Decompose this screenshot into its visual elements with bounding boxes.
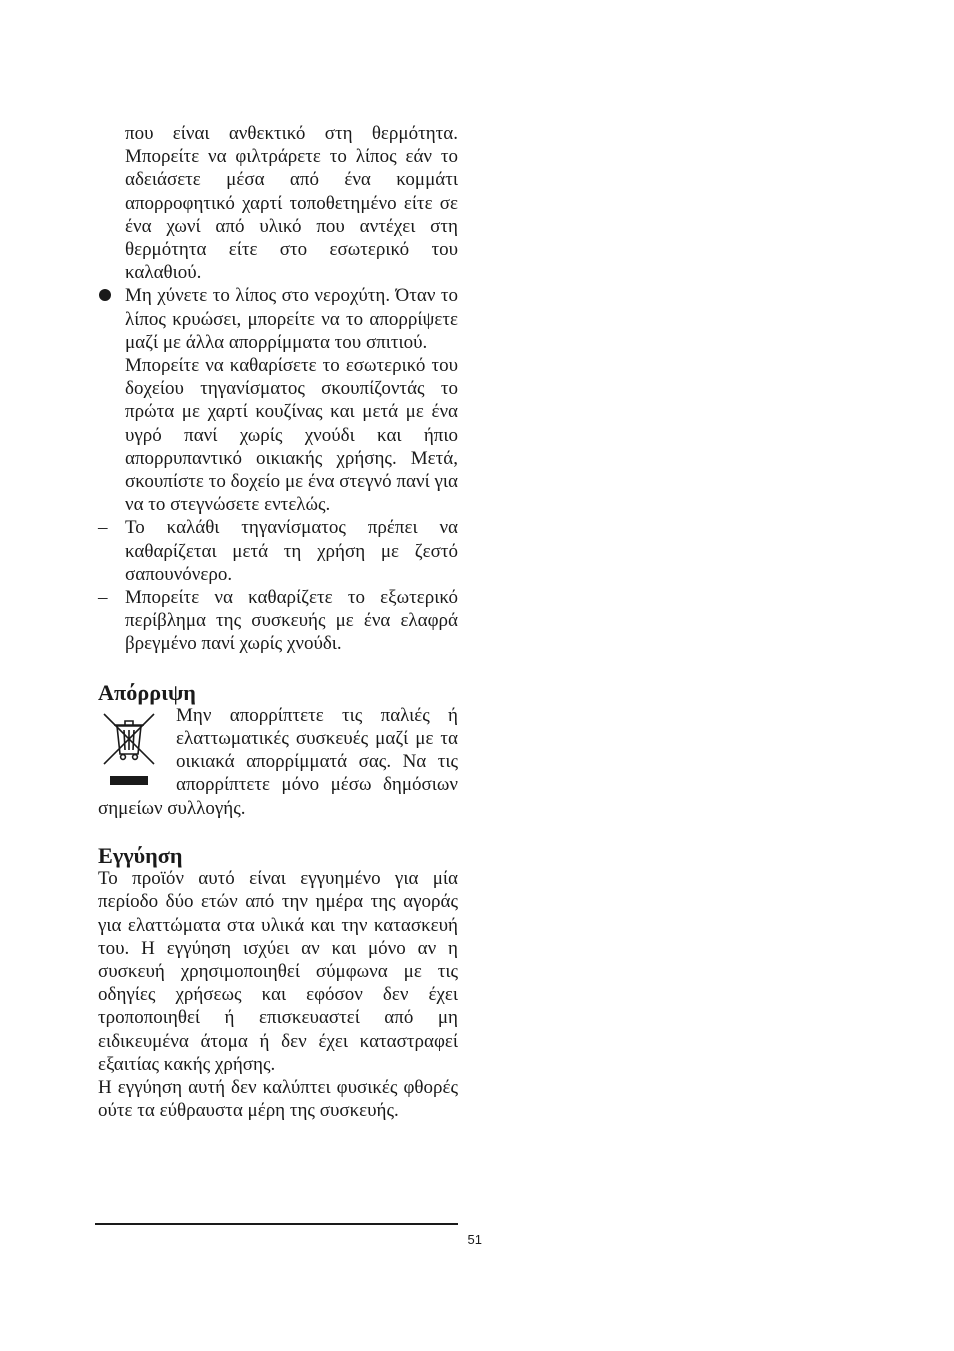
warranty-heading: Εγγύηση — [98, 842, 183, 868]
warranty-paragraph-1: Το προϊόν αυτό είναι εγγυημένο για μία περίοδο δύο ετών από την ημέρα της αγοράς για ελαττώματα στα υλικά και την κατασκευή του. Η εγγύηση ισχύει αν και μόνο αν η συσκευή χρησιμοποιηθεί σύμφωνα με τις οδηγίες χρήσεως και εφόσον δεν έχει τροποποιηθεί ή επισκευαστεί από μη ειδικευμένα άτομα ή δεν έχει καταστραφεί εξαιτίας κακής χρήσης. — [98, 868, 458, 1075]
disposal-text: Μην απορρίπτετε τις παλιές ή ελαττωματικές συσκευές μαζί με τα οικιακά απορρίμματά σας. Να τις απορρίπτετε μόνο μέσω δημόσιων σημείων συλλογής. — [98, 704, 458, 819]
dash-marker: – — [98, 587, 108, 609]
page-number: 51 — [467, 1232, 482, 1247]
footer-rule — [95, 1223, 458, 1225]
text-column — [98, 122, 458, 1122]
crossed-out-wheelie-bin-icon — [100, 710, 158, 788]
bullet-text: Μη χύνετε το λίπος στο νεροχύτη. Όταν το λίπος κρυώσει, μπορείτε να το απορρίψετε μαζί με άλλα απορρίμματα του σπιτιού. — [125, 285, 458, 353]
bullet-dot-icon — [99, 289, 111, 301]
dash-list-item — [98, 516, 458, 586]
continuation-paragraph: που είναι ανθεκτικό στη θερμότητα. Μπορείτε να φιλτράρετε το λίπος εάν το αδειάσετε μέσα από ένα κομμάτι απορροφητικό χαρτί τοποθετημένο είτε σε ένα χωνί από υλικό που αντέχει στη θερμότητα είτε στο εσωτερικό του καλαθιού. — [125, 123, 458, 284]
dash-list-item — [98, 586, 458, 656]
disposal-section — [98, 704, 458, 820]
disposal-heading: Απόρριψη — [98, 679, 196, 705]
dash-marker: – — [98, 517, 108, 539]
cleaning-paragraph: Μπορείτε να καθαρίσετε το εσωτερικό του δοχείου τηγανίσματος σκουπίζοντάς το πρώτα με χαρτί κουζίνας και μετά με ένα υγρό πανί χωρίς χνούδι και ήπιο απορρυπαντικό οικιακής χρήσης. Μετά, σκουπίστε το δοχείο με ένα στεγνό πανί για να το στεγνώσετε εντελώς. — [125, 355, 458, 516]
dash-text: Το καλάθι τηγανίσματος πρέπει να καθαρίζεται μετά τη χρήση με ζεστό σαπουνόνερο. — [125, 517, 458, 585]
bullet-list-item — [98, 284, 458, 354]
dash-text: Μπορείτε να καθαρίζετε το εξωτερικό περίβλημα της συσκευής με ένα ελαφρά βρεγμένο πανί χωρίς χνούδι. — [125, 587, 458, 655]
warranty-paragraph-2: Η εγγύηση αυτή δεν καλύπτει φυσικές φθορές ούτε τα εύθραυστα μέρη της συσκευής. — [98, 1076, 458, 1122]
